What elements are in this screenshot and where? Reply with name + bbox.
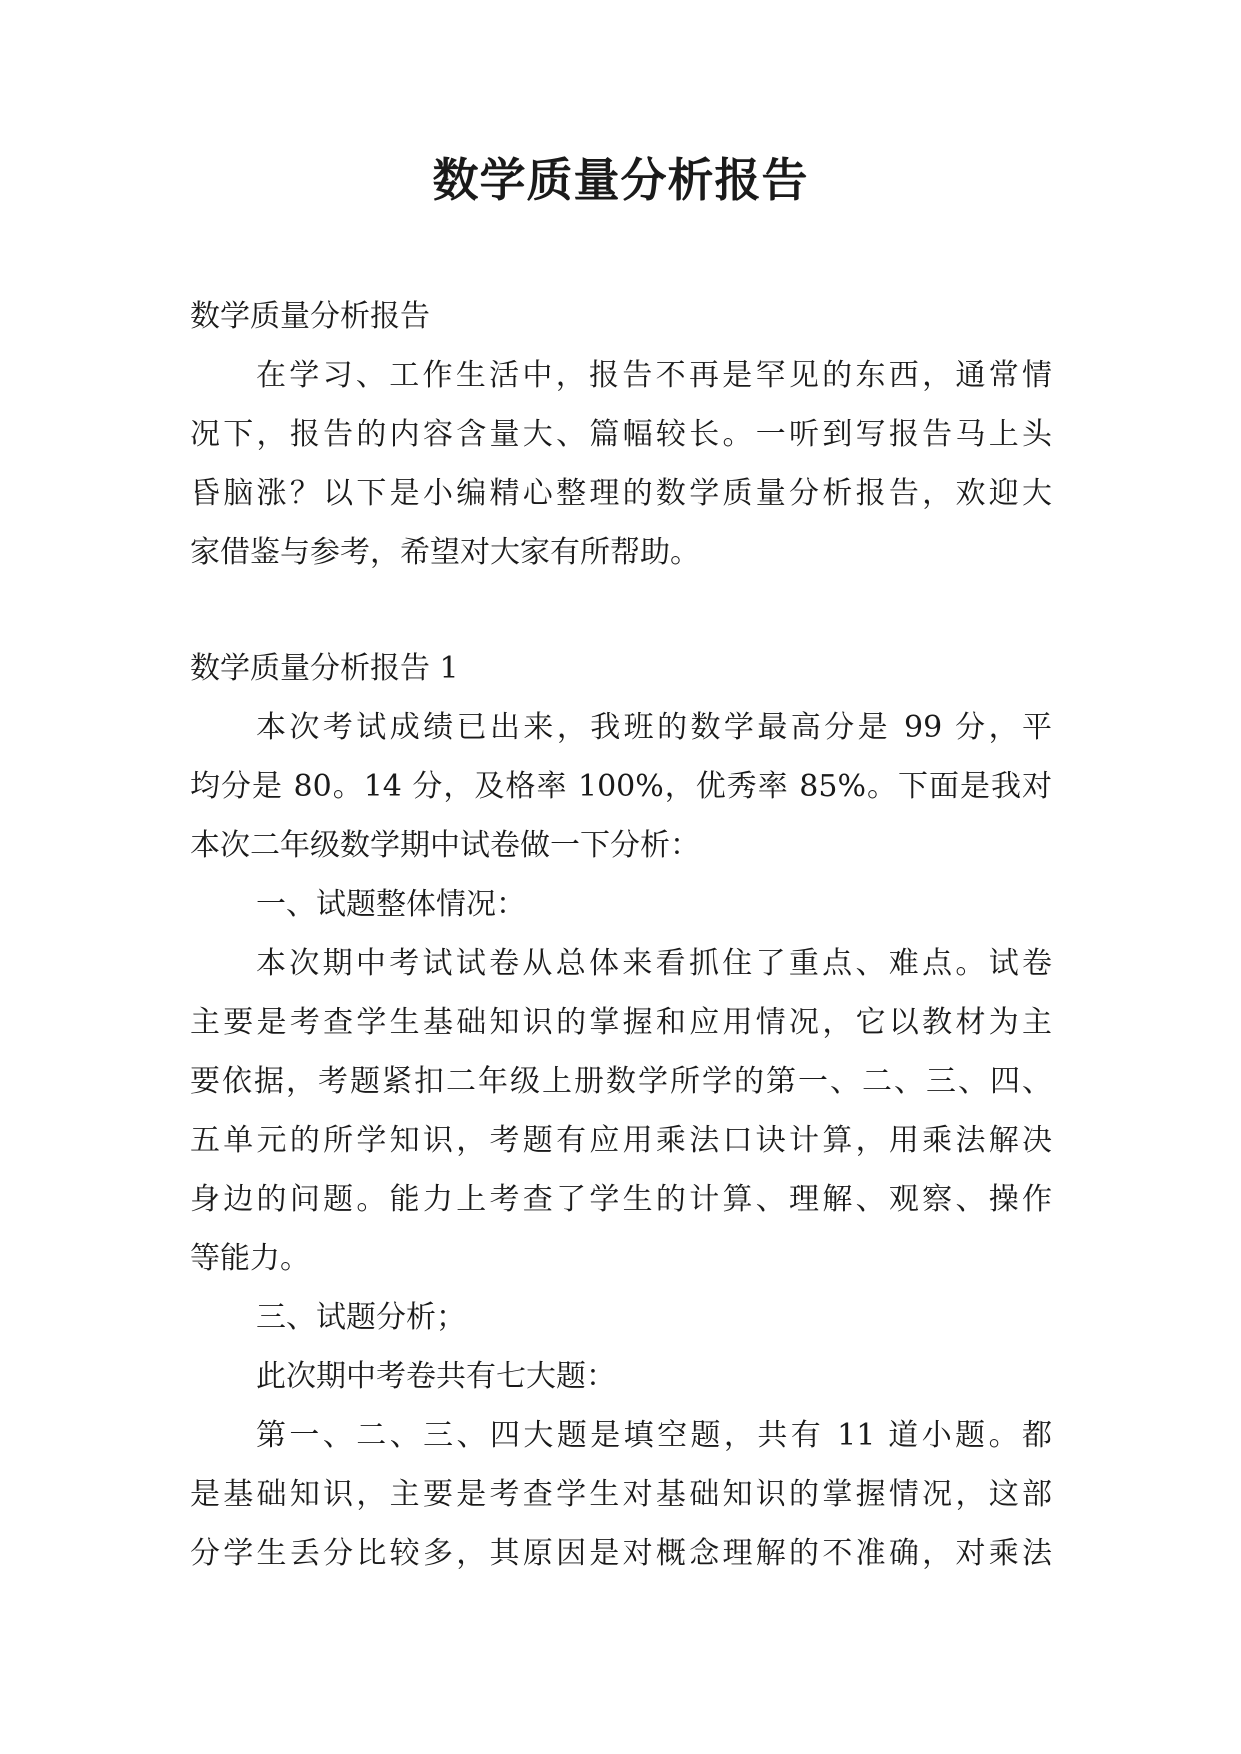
text-line: 家借鉴与参考，希望对大家有所帮助。 — [190, 535, 700, 570]
text-line: 况下，报告的内容含量大、篇幅较长。一听到写报告马上头 — [190, 417, 1052, 452]
document-body — [190, 287, 1052, 1583]
document-title: 数学质量分析报告 — [432, 153, 809, 207]
text-line: 昏脑涨？以下是小编精心整理的数学质量分析报告，欢迎大 — [190, 476, 1052, 511]
text-line: 本次期中考试试卷从总体来看抓住了重点、难点。试卷 — [256, 946, 1052, 981]
text-line: 本次二年级数学期中试卷做一下分析： — [190, 828, 700, 863]
text-line: 数学质量分析报告 1 — [190, 651, 459, 686]
text-line: 三、试题分析； — [256, 1300, 466, 1335]
text-line: 分学生丢分比较多，其原因是对概念理解的不准确，对乘法 — [190, 1536, 1052, 1571]
text-line: 本次考试成绩已出来，我班的数学最高分是 99 分，平 — [256, 710, 1052, 745]
text-line: 要依据，考题紧扣二年级上册数学所学的第一、二、三、四、 — [190, 1064, 1052, 1099]
text-line: 此次期中考卷共有七大题： — [256, 1359, 616, 1394]
text-line: 五单元的所学知识，考题有应用乘法口诀计算，用乘法解决 — [190, 1123, 1052, 1158]
text-line: 均分是 80。14 分，及格率 100%，优秀率 85%。下面是我对 — [190, 769, 1052, 804]
text-line: 是基础知识，主要是考查学生对基础知识的掌握情况，这部 — [190, 1477, 1052, 1512]
text-line: 在学习、工作生活中，报告不再是罕见的东西，通常情 — [256, 358, 1052, 393]
text-line: 数学质量分析报告 — [190, 299, 430, 334]
text-line: 身边的问题。能力上考查了学生的计算、理解、观察、操作 — [190, 1182, 1052, 1217]
text-line: 第一、二、三、四大题是填空题，共有 11 道小题。都 — [256, 1418, 1052, 1453]
paragraph-gap — [190, 582, 1052, 639]
text-line: 主要是考查学生基础知识的掌握和应用情况，它以教材为主 — [190, 1005, 1052, 1040]
text-line: 一、试题整体情况： — [256, 887, 526, 922]
text-line: 等能力。 — [190, 1241, 310, 1276]
